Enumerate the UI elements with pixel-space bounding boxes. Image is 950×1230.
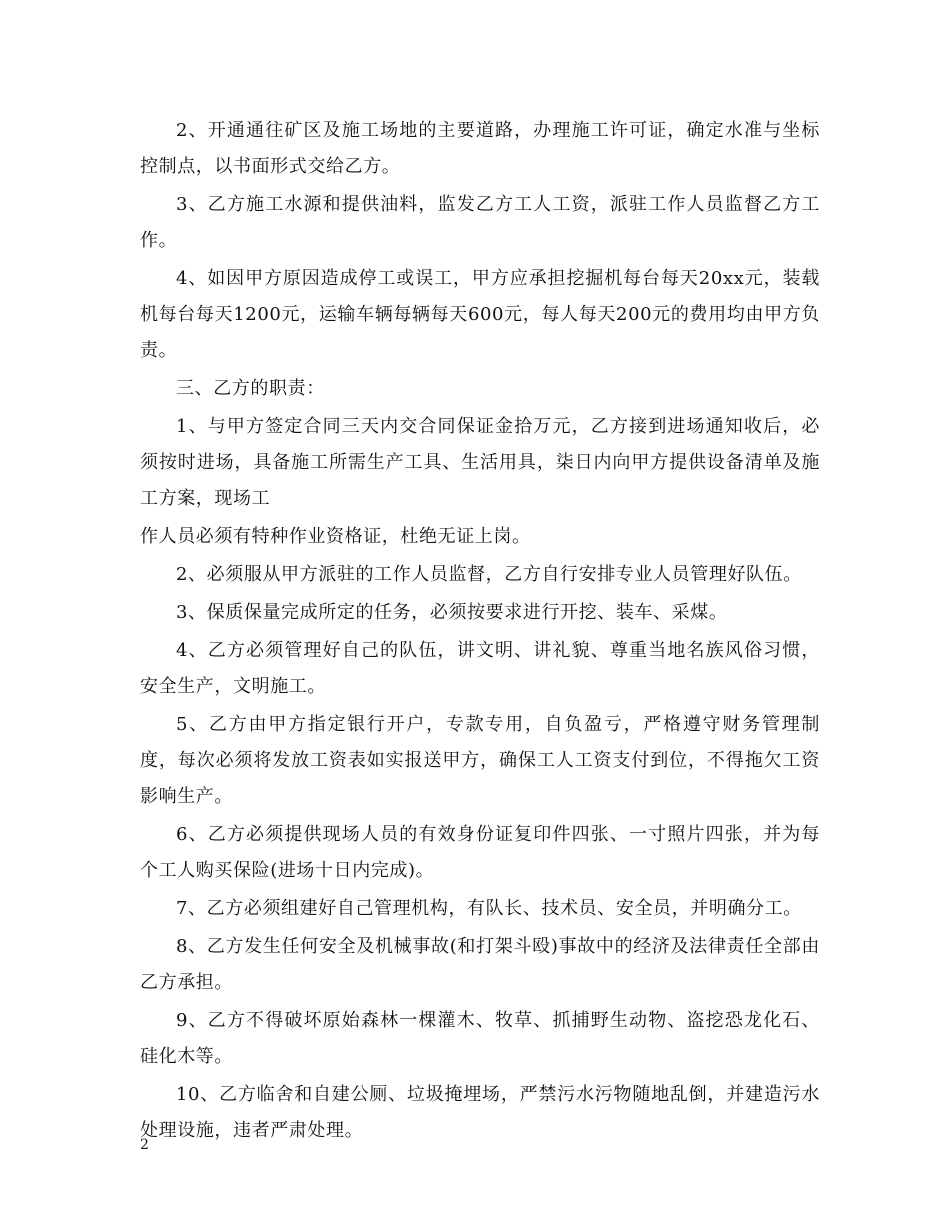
paragraph-2-supervision: 2、必须服从甲方派驻的工作人员监督，乙方自行安排专业人员管理好队伍。	[176, 564, 802, 585]
document-body	[140, 113, 820, 1151]
paragraph-9-environment: 9、乙方不得破坏原始森林一棵灌木、牧草、抓捕野生动物、盗挖恐龙化石、硅化木等。	[140, 1010, 820, 1067]
page-number: 2	[140, 1137, 149, 1153]
paragraph-6-id-insurance: 6、乙方必须提供现场人员的有效身份证复印件四张、一寸照片四张，并为每个工人购买保险(进场十日内完成)。	[140, 824, 820, 881]
paragraph-5-bank-account: 5、乙方由甲方指定银行开户，专款专用，自负盈亏，严格遵守财务管理制度，每次必须将发放工资表如实报送甲方，确保工人工资支付到位，不得拖欠工资影响生产。	[140, 714, 820, 807]
paragraph-8-liability: 8、乙方发生任何安全及机械事故(和打架斗殴)事故中的经济及法律责任全部由乙方承担。	[140, 936, 820, 993]
paragraph-2-roads: 2、开通通往矿区及施工场地的主要道路，办理施工许可证，确定水准与坐标控制点，以书面形式交给乙方。	[140, 120, 820, 177]
paragraph-1-continuation: 作人员必须有特种作业资格证，杜绝无证上岗。	[140, 526, 531, 547]
paragraph-3-quality: 3、保质保量完成所定的任务，必须按要求进行开挖、装车、采煤。	[176, 602, 728, 623]
paragraph-10-sanitation: 10、乙方临舍和自建公厕、垃圾掩埋场，严禁污水污物随地乱倒，并建造污水处理设施，违者严肃处理。	[140, 1084, 820, 1141]
paragraph-3-water-fuel: 3、乙方施工水源和提供油料，监发乙方工人工资，派驻工作人员监督乙方工作。	[140, 194, 820, 251]
paragraph-4-delay-compensation: 4、如因甲方原因造成停工或误工，甲方应承担挖掘机每台每天20xx元，装载机每台每天1200元，运输车辆每辆每天600元，每人每天200元的费用均由甲方负责。	[140, 268, 820, 361]
paragraph-7-organization: 7、乙方必须组建好自己管理机构，有队长、技术员、安全员，并明确分工。	[176, 898, 802, 919]
paragraph-4-team-management: 4、乙方必须管理好自己的队伍，讲文明、讲礼貌、尊重当地名族风俗习惯，安全生产，文明施工。	[140, 640, 820, 697]
paragraph-1-deposit: 1、与甲方签定合同三天内交合同保证金拾万元，乙方接到进场通知收后，必须按时进场，具备施工所需生产工具、生活用具，柒日内向甲方提供设备清单及施工方案，现场工	[140, 416, 820, 509]
section-heading-party-b-duties: 三、乙方的职责：	[176, 378, 325, 399]
